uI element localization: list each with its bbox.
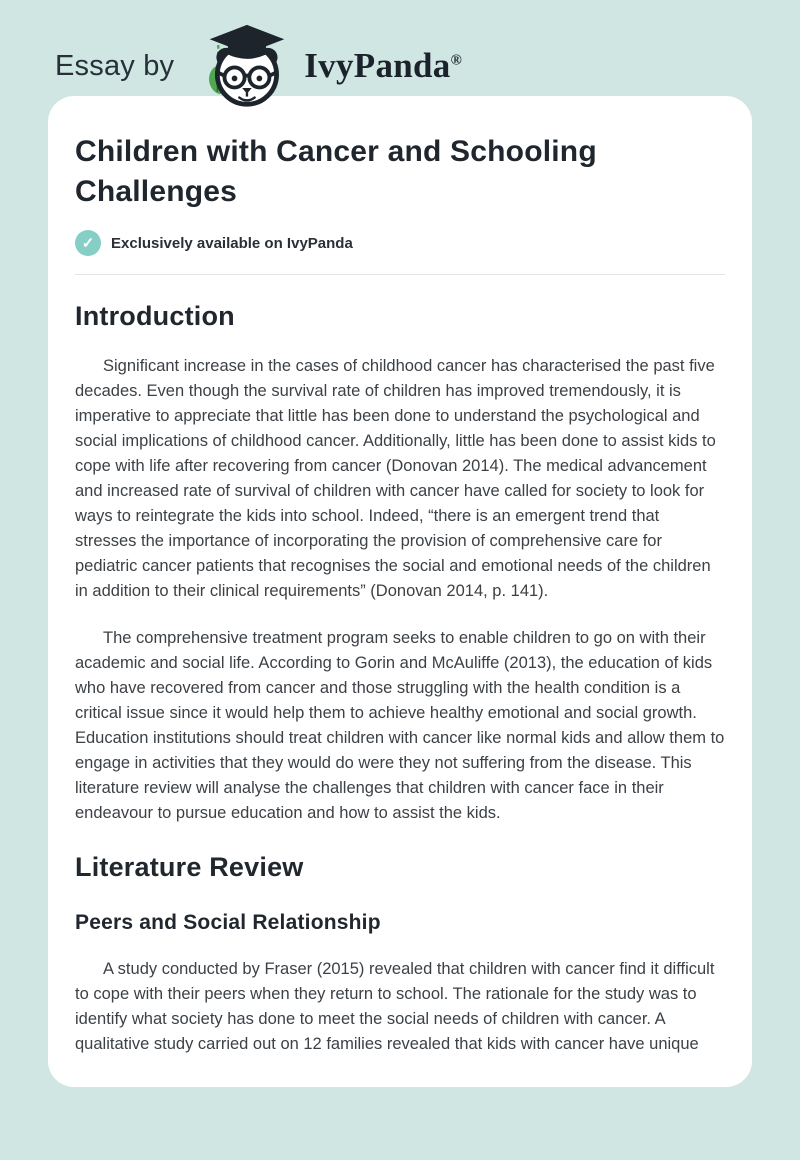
exclusive-badge-label: Exclusively available on IvyPanda <box>111 234 353 252</box>
brand-logo <box>198 23 462 109</box>
intro-heading: Introduction <box>75 301 235 331</box>
essay-card <box>48 96 752 1087</box>
peers-subheading: Peers and Social Relationship <box>75 911 381 934</box>
intro-paragraph-1: Significant increase in the cases of childhood cancer has characterised the past five decades. Even though the survival rate of children has improved tremendously, it is imperative to appreciate that little has been done to understand the psychological and social implications of childhood cancer. Additionally, little has been done to assist kids to cope with life after recovering from cancer (Donovan 2014). The medical advancement and increased rate of survival of children with cancer have called for society to look for ways to reintegrate the kids into school. Indeed, “there is an emergent trend that stresses the importance of incorporating the provision of comprehensive care for pediatric cancer patients that recognises the social and emotional needs of the children in addition to their clinical requirements” (Donovan 2014, p. 141). <box>75 357 716 600</box>
exclusive-badge <box>75 230 725 256</box>
panda-graduate-icon <box>198 23 294 109</box>
divider <box>75 274 725 275</box>
page-title: Children with Cancer and Schooling Challenges <box>75 135 597 208</box>
essay-by-label: Essay by <box>55 49 175 82</box>
registered-mark: ® <box>450 52 463 69</box>
check-icon: ✓ <box>75 230 101 256</box>
literature-review-heading: Literature Review <box>75 852 304 882</box>
brand-name: IvyPanda® <box>304 46 463 85</box>
intro-paragraph-2: The comprehensive treatment program seeks to enable children to go on with their academic and social life. According to Gorin and McAuliffe (2013), the education of kids who have recovered from cancer and those struggling with the health condition is a critical issue since it would help them to achieve healthy emotional and social growth. Education institutions should treat children with cancer like normal kids and allow them to engage in activities that they would do were they not suffering from the disease. This literature review will analyse the challenges that children with cancer face in their endeavour to pursue education and how to assist the kids. <box>75 629 725 822</box>
page-header <box>0 0 800 92</box>
peers-paragraph-1: A study conducted by Fraser (2015) revealed that children with cancer find it difficult to cope with their peers when they return to school. The rationale for the study was to identify what society has done to meet the social needs of children with cancer. A qualitative study carried out on 12 families revealed that kids with cancer have unique <box>75 960 715 1053</box>
